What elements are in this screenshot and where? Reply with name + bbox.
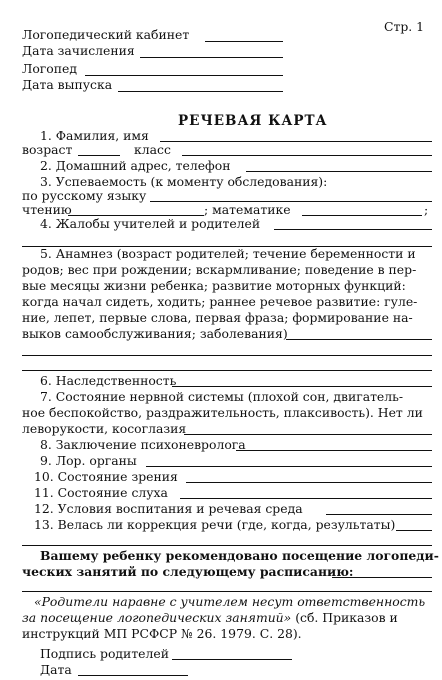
- item-7-line-3: леворукости, косоглазия: [22, 421, 187, 436]
- quote-line-2-source: (сб. Приказов и: [291, 610, 398, 625]
- recommendation-line-1: Вашему ребенку рекомендовано посещение логопеди-: [40, 548, 439, 563]
- item-4-label: 4. Жалобы учителей и родителей: [40, 216, 261, 231]
- item-12-label: 12. Условия воспитания и речевая среда: [34, 501, 303, 516]
- item-5-blank-2[interactable]: [22, 370, 432, 371]
- age-line[interactable]: [78, 155, 120, 156]
- speech-therapist-label: Логопед: [22, 61, 77, 76]
- item-7-line-2: ное беспокойство, раздражительность, плаксивость). Нет ли: [22, 405, 423, 420]
- item-7-line[interactable]: [184, 434, 432, 435]
- item-8-label: 8. Заключение психоневролога: [40, 437, 246, 452]
- item-8-line[interactable]: [236, 450, 432, 451]
- quote-line-1: «Родители наравне с учителем несут ответственность: [34, 594, 426, 609]
- speech-therapist-line[interactable]: [85, 75, 283, 76]
- schedule-line[interactable]: [332, 577, 432, 578]
- item-11-line[interactable]: [180, 498, 432, 499]
- cabinet-line[interactable]: [205, 41, 283, 42]
- item-9-line[interactable]: [146, 466, 432, 467]
- russian-label: по русскому языку: [22, 188, 147, 203]
- signature-date-line[interactable]: [78, 675, 188, 676]
- recommendation-line-2: ческих занятий по следующему расписанию:: [22, 564, 354, 579]
- cabinet-label: Логопедический кабинет: [22, 27, 190, 42]
- item-1-label: 1. Фамилия, имя: [40, 128, 149, 143]
- schedule-blank[interactable]: [22, 591, 432, 592]
- item-9-label: 9. Лор. органы: [40, 453, 137, 468]
- item-1-line[interactable]: [160, 141, 432, 142]
- class-label: класс: [134, 142, 171, 157]
- item-13-blank[interactable]: [22, 545, 432, 546]
- class-line[interactable]: [182, 155, 432, 156]
- item-10-line[interactable]: [186, 482, 432, 483]
- quote-line-3: инструкций МП РСФСР № 26. 1979. С. 28).: [22, 626, 302, 641]
- quote-line-2: [22, 610, 398, 625]
- quote-line-2-italic: за посещение логопедических занятий»: [22, 610, 292, 625]
- item-5-line-5: ние, лепет, первые слова, первая фраза; формирование на-: [22, 310, 413, 325]
- item-5-line-1: 5. Анамнез (возраст родителей; течение беременности и: [40, 246, 416, 261]
- release-date-label: Дата выпуска: [22, 77, 113, 92]
- item-3-label: 3. Успеваемость (к моменту обследования):: [40, 174, 328, 189]
- age-label: возраст: [22, 142, 73, 157]
- item-2-line[interactable]: [246, 171, 432, 172]
- item-10-label: 10. Состояние зрения: [34, 469, 178, 484]
- enroll-date-label: Дата зачисления: [22, 43, 135, 58]
- card-title: РЕЧЕВАЯ КАРТА: [178, 113, 328, 129]
- parents-signature-line[interactable]: [172, 659, 292, 660]
- math-line[interactable]: [302, 215, 422, 216]
- reading-label: чтению: [22, 202, 72, 217]
- item-6-label: 6. Наследственность: [40, 373, 177, 388]
- enroll-date-line[interactable]: [140, 57, 283, 58]
- item-5-line-2: родов; вес при рождении; вскармливание; поведение в пер-: [22, 262, 417, 277]
- item-5-blank-1[interactable]: [22, 355, 432, 356]
- item-4-line[interactable]: [274, 229, 432, 230]
- item-5-line-3: вые месяцы жизни ребенка; развитие моторных функций:: [22, 278, 406, 293]
- russian-line[interactable]: [150, 201, 432, 202]
- math-semicolon: ;: [424, 202, 429, 217]
- release-date-line[interactable]: [118, 91, 283, 92]
- item-7-line-1: 7. Состояние нервной системы (плохой сон, двигатель-: [40, 389, 404, 404]
- item-11-label: 11. Состояние слуха: [34, 485, 168, 500]
- parents-signature-label: Подпись родителей: [40, 646, 169, 661]
- item-6-line[interactable]: [172, 386, 432, 387]
- item-2-label: 2. Домашний адрес, телефон: [40, 158, 231, 173]
- signature-date-label: Дата: [40, 662, 72, 677]
- item-12-line[interactable]: [326, 514, 432, 515]
- math-label: ; математике: [204, 202, 291, 217]
- page-number: Стр. 1: [384, 19, 425, 34]
- item-5-line-6: выков самообслуживания; заболевания): [22, 326, 288, 341]
- item-5-line-4: когда начал сидеть, ходить; раннее речевое развитие: гуле-: [22, 294, 418, 309]
- item-13-label: 13. Велась ли коррекция речи (где, когда, результаты): [34, 517, 396, 532]
- item-13-line[interactable]: [396, 530, 432, 531]
- item-5-line[interactable]: [286, 339, 432, 340]
